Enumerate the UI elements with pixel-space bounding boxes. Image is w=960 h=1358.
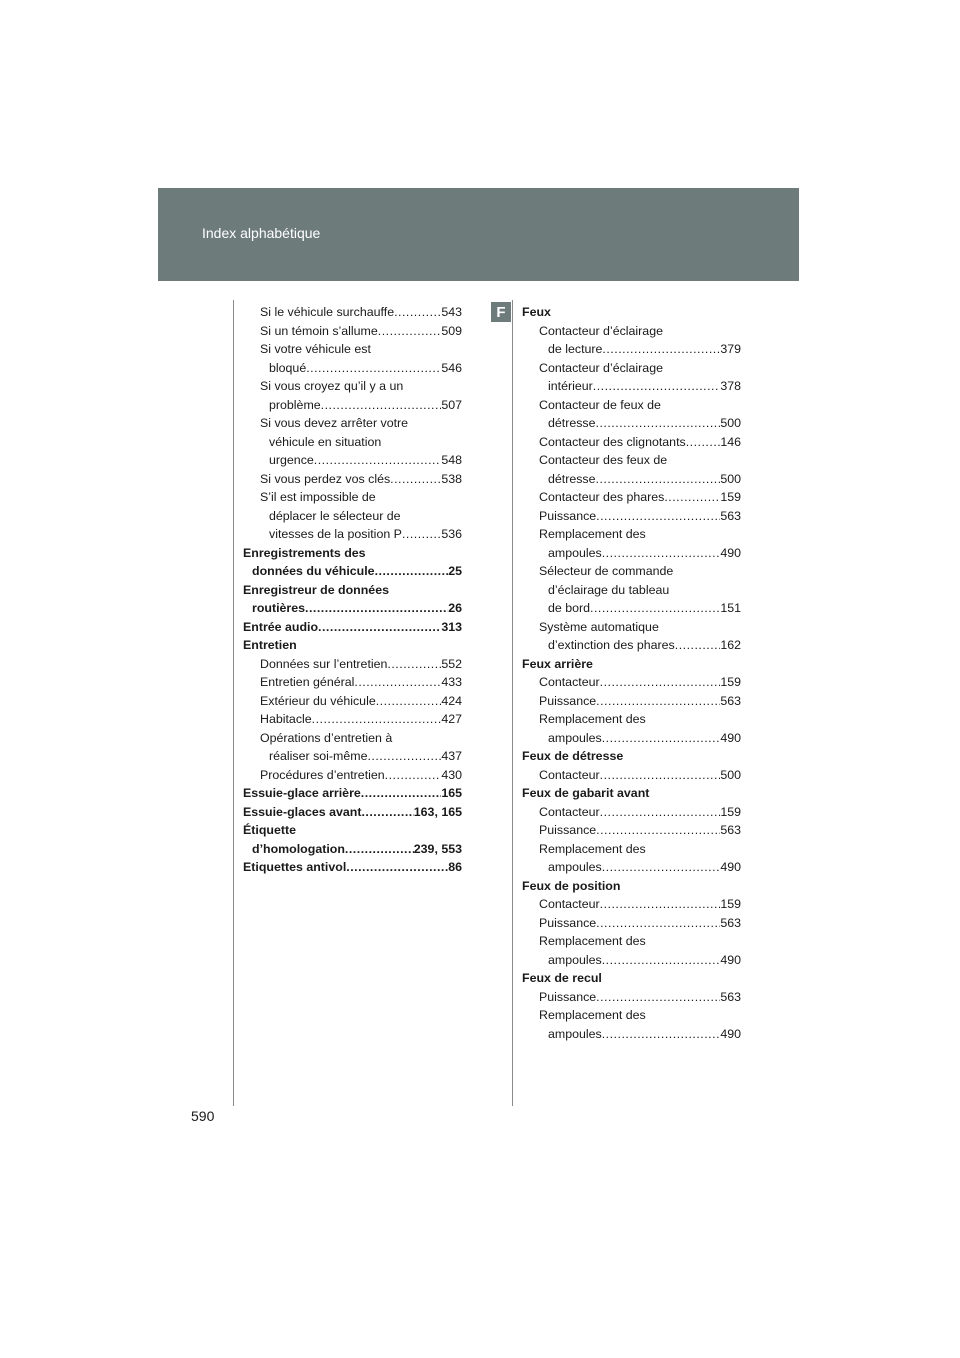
index-term: déplacer le sélecteur de [269,508,401,523]
index-entry [522,470,741,489]
index-entry [522,951,741,970]
dot-leader [596,821,720,840]
index-term: Feux de gabarit avant [522,786,650,800]
index-entry [243,377,462,396]
index-page-ref: 546 [441,360,462,375]
index-column-right [522,303,741,1043]
index-entry [522,784,741,803]
index-page-ref: 552 [441,656,462,671]
dot-leader [675,636,721,655]
page-number: 590 [191,1108,215,1124]
dot-leader [600,803,721,822]
index-entry [243,673,462,692]
dot-leader [318,618,441,637]
index-entry [243,507,462,526]
index-entry [243,858,462,877]
index-entry [522,322,741,341]
dot-leader [590,599,720,618]
index-entry [243,525,462,544]
index-page-ref: 490 [720,860,741,874]
index-entry [522,729,741,748]
index-page-ref: 25 [448,564,462,578]
left-column-rule [233,300,234,1106]
index-page-ref: 159 [720,897,741,911]
index-term: ampoules [548,860,602,874]
index-term: urgence [269,453,314,467]
index-page-ref: 433 [441,675,462,689]
index-term: Remplacement des [539,1008,646,1022]
index-entry [522,451,741,470]
index-entry [243,784,462,803]
index-entry [522,932,741,951]
dot-leader [602,951,721,970]
index-term: données du véhicule [252,564,375,578]
index-page-ref: 500 [720,471,741,486]
index-entry [522,803,741,822]
index-term: Essuie-glaces avant [243,804,362,819]
index-entry [522,525,741,544]
index-entry [243,729,462,748]
index-page-ref: 165 [441,786,462,800]
index-page-ref: 313 [441,619,462,634]
index-term: Puissance [539,508,597,523]
dot-leader [354,673,441,692]
index-term: ampoules [548,1026,602,1041]
index-term: Puissance [539,915,597,930]
index-term: d’éclairage du tableau [548,582,670,597]
index-entry [243,470,462,489]
index-term: Puissance [539,989,597,1004]
index-entry [243,581,462,600]
index-entry [243,766,462,785]
dot-leader [361,784,442,803]
index-entry [243,655,462,674]
dot-leader [394,303,441,322]
index-term: Contacteur d’éclairage [539,360,663,375]
index-term: Opérations d’entretien à [260,730,393,745]
dot-leader [602,340,720,359]
index-page-ref: 563 [720,508,741,523]
dot-leader [600,895,721,914]
index-page-ref: 239, 553 [413,841,462,856]
index-entry [522,1025,741,1044]
dot-leader [602,858,721,877]
index-term: Remplacement des [539,934,646,948]
index-term: Feux [522,305,551,319]
index-entry [243,710,462,729]
index-page-ref: 159 [720,804,741,819]
dot-leader [593,377,721,396]
header-title: Index alphabétique [202,225,321,241]
index-entry [522,766,741,785]
dot-leader [387,655,441,674]
index-page-ref: 548 [441,453,462,467]
index-term: de bord [548,601,591,615]
index-term: Si vous devez arrêter votre [260,416,409,430]
index-term: réaliser soi-même [269,749,368,763]
index-entry [522,858,741,877]
index-entry [522,914,741,933]
index-term: Contacteur des phares [539,490,665,504]
dot-leader [306,359,441,378]
index-entry [243,396,462,415]
index-term: routières [252,601,306,615]
index-entry [522,340,741,359]
index-term: Contacteur [539,897,600,911]
dot-leader [321,396,442,415]
index-term: problème [269,397,321,412]
index-entry [522,655,741,674]
index-entry [243,414,462,433]
index-term: S’il est impossible de [260,490,376,504]
center-column-rule [512,300,513,1106]
index-entry [522,433,741,452]
index-entry [522,303,741,322]
index-term: de lecture [548,342,603,356]
dot-leader [600,673,721,692]
index-page-ref: 500 [720,416,741,430]
dot-leader [596,507,720,526]
index-term: d’extinction des phares [548,638,675,652]
dot-leader [596,914,720,933]
index-term: Sélecteur de commande [539,564,674,578]
index-entry [243,433,462,452]
index-entry [522,821,741,840]
index-entry [243,322,462,341]
dot-leader [596,692,720,711]
index-entry [522,636,741,655]
index-entry [522,599,741,618]
index-entry [243,747,462,766]
index-term: intérieur [548,379,593,393]
index-entry [522,747,741,766]
index-page-ref: 151 [720,601,741,615]
index-entry [243,618,462,637]
index-term: Remplacement des [539,712,646,726]
index-term: vitesses de la position P [269,527,402,541]
dot-leader [602,729,721,748]
dot-leader [686,433,721,452]
index-entry [243,599,462,618]
index-page-ref: 163, 165 [413,804,462,819]
index-entry [522,673,741,692]
index-term: Enregistrements des [243,545,366,560]
index-page-ref: 500 [720,767,741,782]
index-term: Contacteur [539,675,600,689]
index-term: Si vous perdez vos clés [260,471,391,486]
index-page-ref: 490 [720,730,741,745]
index-page-ref: 162 [720,638,741,652]
index-term: Si le véhicule surchauffe [260,305,395,319]
index-term: Feux de position [522,878,621,893]
index-term: Contacteur des feux de [539,453,668,467]
dot-leader [345,840,414,859]
section-header [158,188,799,281]
index-entry [243,303,462,322]
index-term: Feux de détresse [522,749,624,763]
index-term: Si un témoin s’allume [260,323,378,338]
dot-leader [596,414,721,433]
index-page-ref: 26 [448,601,462,615]
index-column-left [243,303,462,877]
index-entry [243,692,462,711]
dot-leader [361,803,413,822]
index-entry [522,692,741,711]
index-term: Procédures d’entretien [260,767,385,782]
index-term: Extérieur du véhicule [260,693,376,708]
index-term: Feux de recul [522,971,602,985]
index-term: Si vous croyez qu’il y a un [260,379,404,393]
index-page-ref: 379 [720,342,741,356]
index-entry [522,396,741,415]
index-entry [522,840,741,859]
index-term: Contacteur [539,767,600,782]
index-term: bloqué [269,360,307,375]
index-page-ref: 563 [720,693,741,708]
index-term: Puissance [539,823,597,837]
index-term: Puissance [539,693,597,708]
index-term: détresse [548,471,596,486]
dot-leader [402,525,441,544]
dot-leader [596,470,721,489]
index-page-ref: 563 [720,915,741,930]
index-page-ref: 490 [720,952,741,967]
index-entry [522,507,741,526]
index-term: Contacteur d’éclairage [539,323,663,338]
dot-leader [314,451,442,470]
index-page-ref: 437 [441,749,462,763]
index-page-ref: 159 [720,675,741,689]
dot-leader [375,562,449,581]
dot-leader [596,988,720,1007]
index-entry [243,544,462,563]
index-term: Contacteur de feux de [539,397,661,412]
index-term: Remplacement des [539,841,646,856]
index-entry [522,1006,741,1025]
index-page-ref: 509 [441,323,462,338]
index-term: Entretien [243,638,297,652]
index-entry [522,969,741,988]
dot-leader [390,470,441,489]
index-entry [522,488,741,507]
index-term: Système automatique [539,619,659,634]
index-page-ref: 146 [720,434,741,449]
index-entry [522,877,741,896]
index-term: ampoules [548,545,602,560]
index-page-ref: 563 [720,823,741,837]
index-term: Entretien général [260,675,355,689]
index-entry [522,618,741,637]
index-term: Contacteur [539,804,600,819]
index-entry [522,544,741,563]
index-term: Habitacle [260,712,312,726]
index-entry [243,840,462,859]
index-page-ref: 563 [720,989,741,1004]
index-entry [243,562,462,581]
index-term: Données sur l’entretien [260,656,388,671]
index-entry [522,562,741,581]
index-page-ref: 490 [720,545,741,560]
index-entry [243,451,462,470]
section-letter-tab: F [491,302,511,322]
dot-leader [600,766,721,785]
index-term: ampoules [548,952,602,967]
index-entry [522,895,741,914]
index-entry [243,636,462,655]
index-entry [522,377,741,396]
index-term: Essuie-glace arrière [243,786,361,800]
index-term: Enregistreur de données [243,582,389,597]
index-entry [243,359,462,378]
index-entry [522,988,741,1007]
index-entry [522,581,741,600]
index-term: véhicule en situation [269,434,382,449]
dot-leader [305,599,448,618]
index-entry [243,340,462,359]
dot-leader [312,710,442,729]
dot-leader [376,692,442,711]
dot-leader [367,747,441,766]
index-page-ref: 159 [720,490,741,504]
index-entry [243,488,462,507]
index-page-ref: 507 [441,397,462,412]
index-term: ampoules [548,730,602,745]
index-page-ref: 536 [441,527,462,541]
index-page-ref: 490 [720,1026,741,1041]
dot-leader [664,488,720,507]
index-term: Contacteur des clignotants [539,434,686,449]
index-term: Remplacement des [539,527,646,541]
index-term: Etiquettes antivol [243,860,347,874]
index-page-ref: 378 [720,379,741,393]
index-term: Si votre véhicule est [260,342,371,356]
dot-leader [378,322,442,341]
index-page-ref: 538 [441,471,462,486]
index-term: Feux arrière [522,656,593,671]
index-term: d’homologation [252,841,345,856]
dot-leader [346,858,448,877]
index-entry [243,803,462,822]
dot-leader [602,544,721,563]
index-entry [243,821,462,840]
index-entry [522,359,741,378]
index-term: Étiquette [243,823,297,837]
index-term: détresse [548,416,596,430]
index-entry [522,710,741,729]
index-entry [522,414,741,433]
index-page-ref: 424 [441,693,462,708]
index-page-ref: 430 [441,767,462,782]
index-term: Entrée audio [243,619,319,634]
dot-leader [602,1025,721,1044]
index-page-ref: 543 [441,305,462,319]
index-page-ref: 427 [441,712,462,726]
index-page-ref: 86 [448,860,462,874]
dot-leader [385,766,442,785]
